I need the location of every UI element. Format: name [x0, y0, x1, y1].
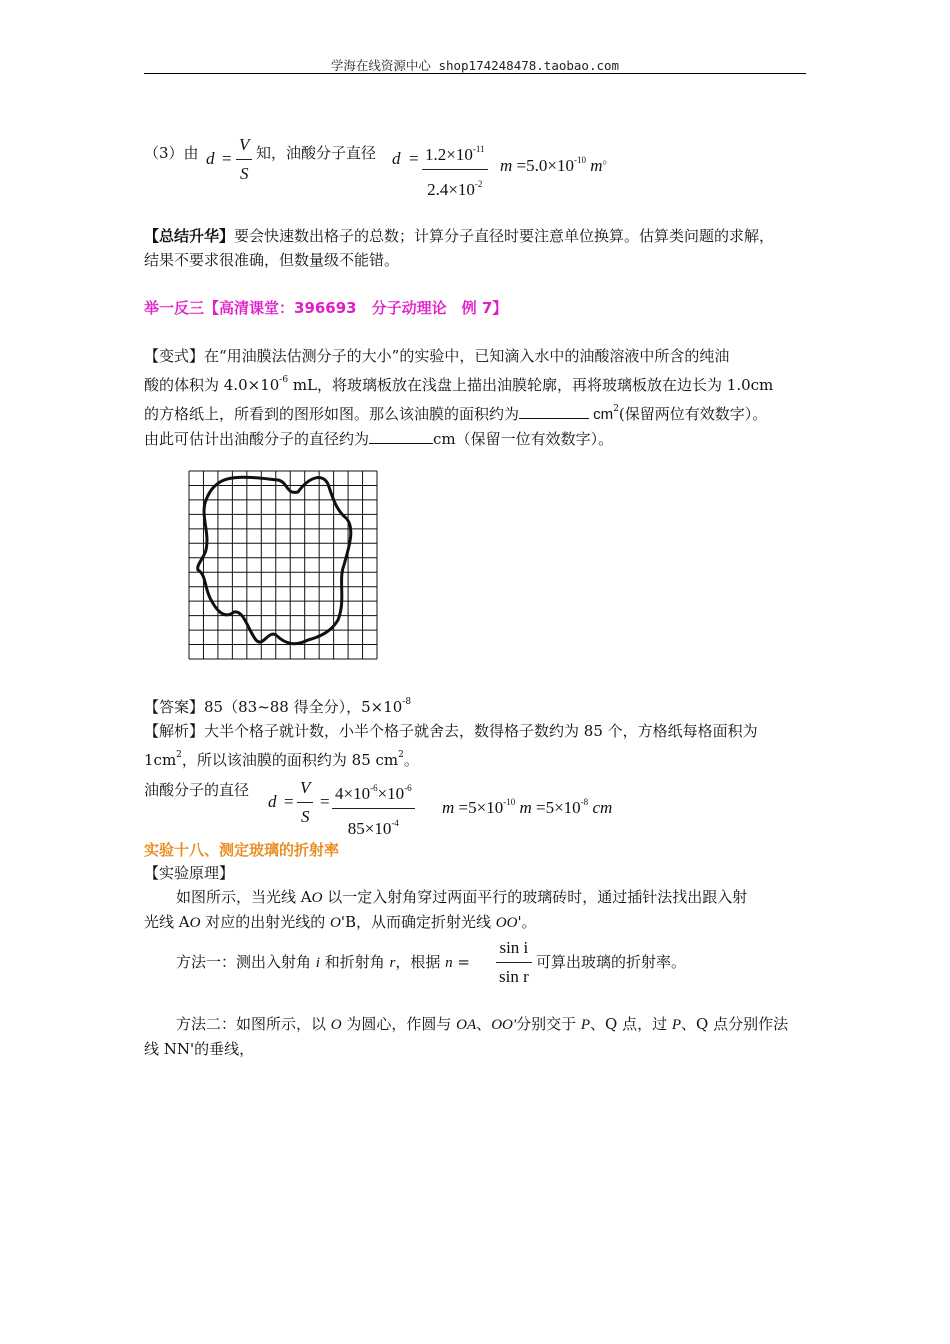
variant-line2a: 酸的体积为 4.0×10 — [144, 376, 280, 394]
variant-line4b: cm（保留一位有效数字）。 — [433, 430, 614, 448]
m1-r: r — [389, 955, 396, 971]
answer-tag: 【答案】 — [144, 698, 205, 716]
analysis-line2-sup2: 2 — [398, 750, 404, 760]
p1-O: O — [311, 890, 323, 906]
summary-line1: 要会快速数出格子的总数；计算分子直径时要注意单位换算。估算类问题的求解， — [234, 227, 775, 245]
analysis-line2-sup: 2 — [176, 750, 182, 760]
formula-2-eq: = — [284, 792, 294, 811]
m2-O: O — [330, 1017, 342, 1033]
formula-2-unit2: m — [519, 798, 532, 817]
formula-2-V: V — [297, 776, 313, 803]
variant-line3c: (保留两位有效数字）。 — [618, 405, 768, 423]
m2-OO: OO' — [491, 1017, 517, 1033]
p2a: 光线 A — [144, 913, 190, 931]
formula-2-r1: =5×10 — [458, 798, 504, 817]
variant-block — [144, 344, 814, 451]
snell-fraction — [496, 936, 532, 989]
formula-2-d: d — [268, 792, 277, 811]
principle-tag: 【实验原理】 — [144, 864, 235, 882]
analysis-tag: 【解析】 — [144, 722, 205, 740]
formula-1-unit-end: m — [590, 156, 603, 175]
experiment-title: 实验十八、测定玻璃的折射率 — [144, 841, 340, 859]
formula-2-eq2: = — [320, 792, 330, 811]
analysis-line2c: 。 — [403, 751, 419, 769]
formula-1-den-exp: -2 — [474, 179, 483, 189]
p2-O: O — [189, 915, 201, 931]
formula-1-prefix: （3）由 — [144, 144, 199, 162]
m2-line2: 线 NN'的垂线， — [144, 1040, 255, 1058]
variant-line4a: 由此可估计出油酸分子的直径约为 — [144, 430, 370, 448]
variant-line3b: cm — [589, 406, 614, 423]
formula-1-result: =5.0×10 — [516, 156, 574, 175]
formula-2-fraction — [332, 776, 415, 841]
m1-den: sin r — [499, 967, 529, 986]
formula-1-num: 1.2×10 — [425, 145, 473, 164]
formula-2-prefix: 油酸分子的直径 — [144, 781, 250, 799]
variant-line2b: mL，将玻璃板放在浅盘上描出油膜轮廓，再将玻璃板放在边长为 1.0cm — [288, 376, 774, 394]
formula-1-eq2: = — [409, 149, 419, 168]
analysis-line2a: 1cm — [144, 751, 177, 769]
formula-1-d2: d — [392, 149, 401, 168]
m2d: 分别交于 — [516, 1015, 581, 1033]
m1c: ，根据 — [395, 953, 446, 971]
formula-2 — [144, 772, 824, 838]
formula-2-S: S — [300, 807, 310, 826]
variant-line2-exp: -6 — [279, 375, 289, 385]
formula-2-den-exp: -4 — [391, 818, 399, 828]
method-2 — [144, 1012, 814, 1061]
page-header: 学海在线资源中心 shop174248478.taobao.com — [330, 58, 620, 73]
diameter-answer-blank[interactable] — [369, 429, 433, 444]
formula-2-den: 85×10 — [347, 819, 392, 838]
m2f: 、Q 点分别作法 — [681, 1015, 789, 1033]
formula-1-end: 。 — [602, 152, 615, 166]
oil-film-grid-figure — [188, 470, 378, 660]
formula-1-result-exp: -10 — [573, 155, 586, 165]
p2b: 对应的出射光线的 — [200, 913, 330, 931]
summary-block — [144, 224, 814, 272]
answer-exp: -8 — [402, 697, 412, 707]
formula-2-unit-cm: cm — [592, 798, 613, 817]
grid-lines — [189, 471, 377, 659]
m1-i: i — [315, 955, 320, 971]
formula-1-den: 2.4×10 — [427, 180, 475, 199]
formula-1-fraction — [422, 137, 488, 202]
method-1 — [144, 936, 814, 988]
formula-2-num-exp1: -6 — [370, 783, 378, 793]
m1a: 方法一：测出入射角 — [176, 953, 316, 971]
formula-2-num-exp2: -6 — [404, 783, 412, 793]
summary-tag: 【总结升华】 — [144, 227, 235, 245]
summary-line2: 结果不要求很准确，但数量级不能错。 — [144, 251, 400, 269]
formula-1-eq: = — [222, 149, 232, 168]
formula-2-num: 4×10 — [335, 784, 371, 803]
section-heading: 举一反三【高清课堂：396693 分子动理论 例 7】 — [144, 299, 508, 317]
m2c: 、 — [476, 1015, 492, 1033]
p2c: 'B，从而确定折射光线 — [340, 913, 496, 931]
area-answer-blank[interactable] — [519, 404, 589, 419]
p1a: 如图所示，当光线 A — [176, 888, 312, 906]
formula-1-S: S — [239, 164, 249, 183]
m1-num: sin i — [496, 936, 532, 963]
formula-2-num-mid: ×10 — [377, 784, 405, 803]
answer-text: 85（83~88 得全分），5×10 — [204, 698, 403, 716]
variant-line3-sup: 2 — [613, 404, 619, 414]
variant-line1: 在“用油膜法估测分子的大小”的实验中，已知滴入水中的油酸溶液中所含的纯油 — [204, 347, 730, 365]
p2d: '。 — [517, 913, 537, 931]
m1-eq: = — [452, 953, 470, 971]
m1b: 和折射角 — [319, 953, 390, 971]
formula-2-r1-exp: -10 — [503, 797, 516, 807]
formula-2-r2-exp: -8 — [580, 797, 589, 807]
formula-1-V: V — [236, 133, 252, 160]
m2b: 为圆心，作圆与 — [341, 1015, 457, 1033]
m1-n: n — [445, 955, 453, 971]
p1b: 以一定入射角穿过两面平行的玻璃砖时，通过插针法找出跟入射 — [322, 888, 748, 906]
formula-2-r2: =5×10 — [536, 798, 581, 817]
formula-1 — [144, 133, 824, 199]
p2-O2: O — [330, 915, 341, 931]
variant-tag: 【变式】 — [144, 347, 205, 365]
formula-1-d: d — [206, 149, 215, 168]
m2-P: P — [580, 1017, 591, 1033]
formula-1-vs — [236, 133, 252, 186]
m2-P2: P — [671, 1017, 682, 1033]
variant-line3a: 的方格纸上，所看到的图形如图。那么该油膜的面积约为 — [144, 405, 520, 423]
formula-2-vs — [297, 776, 313, 829]
answer-block — [144, 690, 814, 772]
m2a: 方法二：如图所示，以 — [176, 1015, 331, 1033]
formula-2-unit: m — [442, 798, 455, 817]
m2-OA: OA — [456, 1017, 477, 1033]
p2-OO: OO — [495, 915, 518, 931]
analysis-line1: 大半个格子就计数，小半个格子就舍去，数得格子数约为 85 个，方格纸每格面积为 — [204, 722, 758, 740]
analysis-line2b: ，所以该油膜的面积约为 85 cm — [181, 751, 399, 769]
header-rule — [144, 73, 806, 74]
experiment-block — [144, 861, 814, 935]
formula-1-num-exp: -11 — [472, 144, 485, 154]
m1d: 可算出玻璃的折射率。 — [536, 953, 687, 971]
oil-film-outline — [198, 477, 351, 643]
m2e: 、Q 点，过 — [590, 1015, 672, 1033]
formula-1-unit: m — [500, 156, 513, 175]
formula-1-middle: 知，油酸分子直径 — [256, 144, 377, 162]
